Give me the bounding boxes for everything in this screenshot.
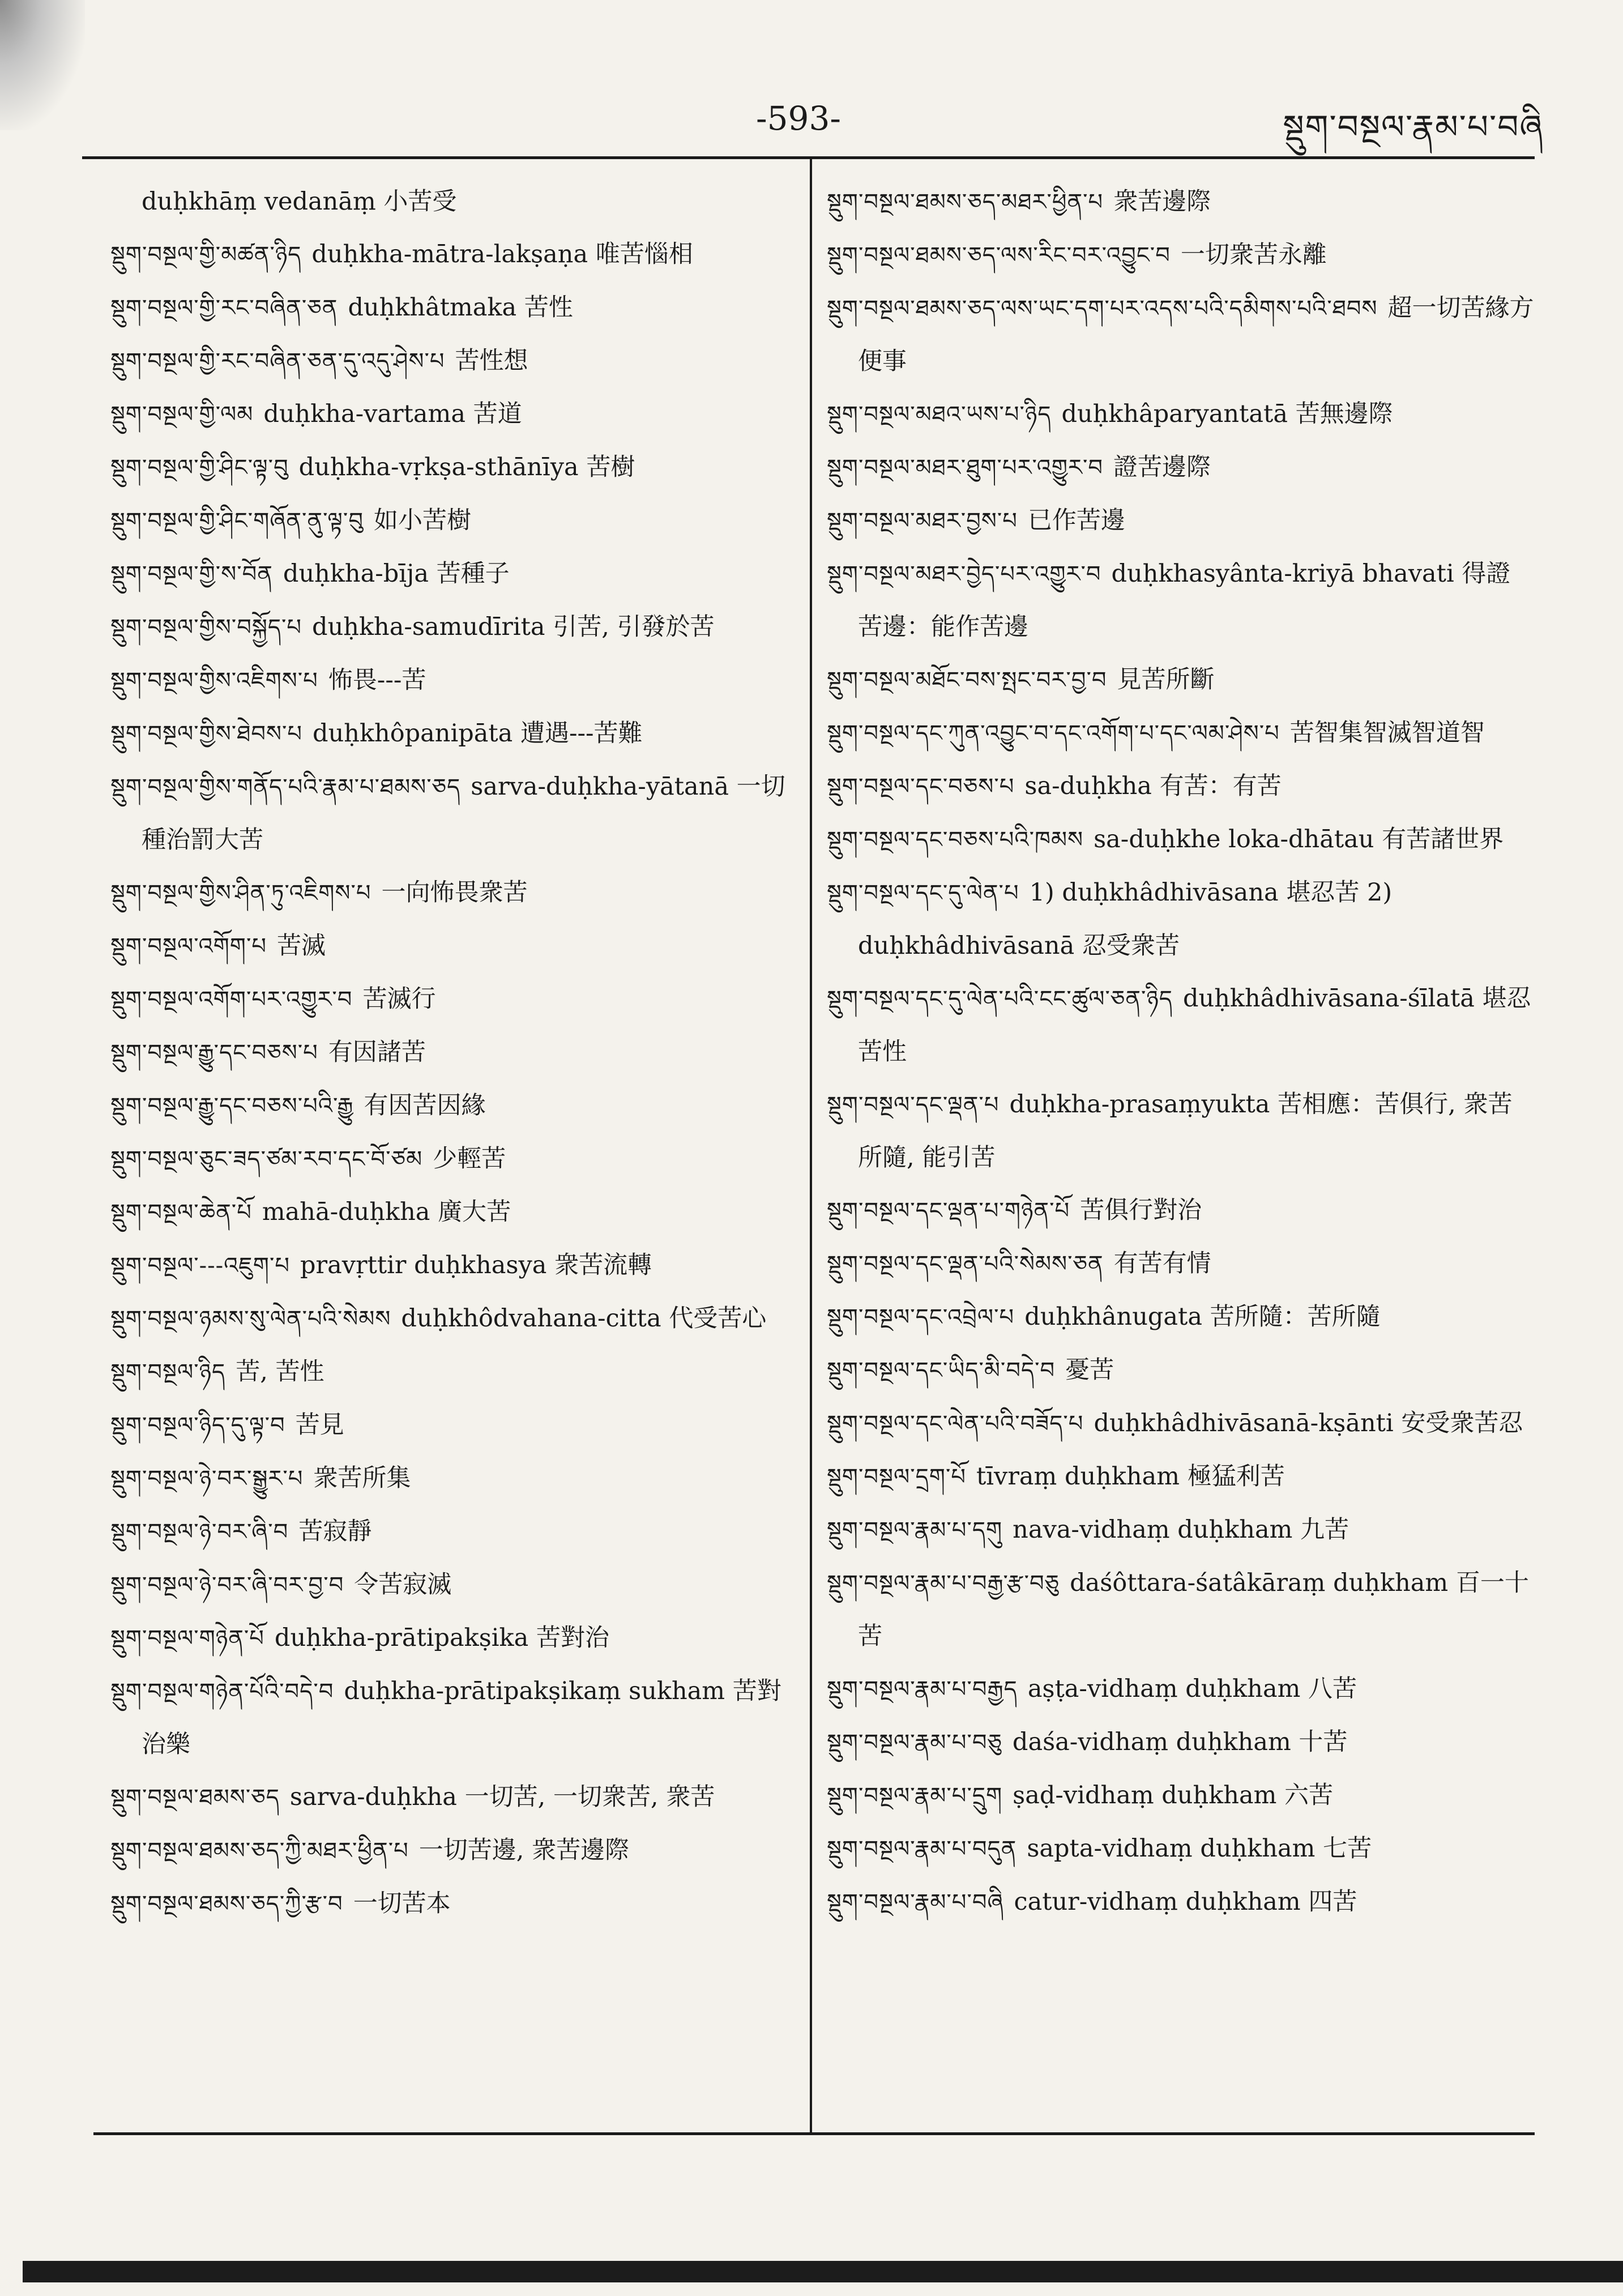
tibetan-headword: སྡུག་བསྔལ་ཉེ་བར་སྒྱུར་པ xyxy=(110,1466,304,1492)
entry-translation: catur-vidhaṃ duḥkham 四苦 xyxy=(1014,1888,1357,1916)
tibetan-headword: སྡུག་བསྔལ་མཐའ་ཡས་པ་ཉིད xyxy=(827,402,1052,428)
entry-translation: duḥkhâparyantatā 苦無邊際 xyxy=(1061,400,1393,428)
entry-translation: 一向怖畏衆苦 xyxy=(381,878,528,907)
dictionary-entry xyxy=(110,176,790,228)
scan-bottom-edge xyxy=(23,2261,1623,2282)
dictionary-entry xyxy=(827,1504,1535,1557)
entry-translation: duḥkha-prātipakṣikaṃ sukham 苦對治樂 xyxy=(142,1677,781,1759)
entry-translation: 苦, 苦性 xyxy=(236,1358,324,1386)
tibetan-headword: སྡུག་བསྔལ་གྱི་ཤིང་གཞོན་ནུ་ལྟ་བུ xyxy=(110,508,364,534)
dictionary-entry xyxy=(110,228,790,281)
dictionary-entry xyxy=(110,920,790,973)
dictionary-entry xyxy=(827,388,1535,441)
tibetan-headword: སྡུག་བསྔལ་གྱིས་ཤིན་ཏུ་འཇིགས་པ xyxy=(110,880,371,906)
tibetan-headword: སྡུག་བསྔལ་དང་ལྡན་པའི་སེམས་ཅན xyxy=(827,1251,1104,1277)
top-rule xyxy=(82,156,1535,159)
entry-translation: duḥkha-prātipakṣika 苦對治 xyxy=(274,1624,609,1652)
tibetan-headword: སྡུག་བསྔལ་གྱི་རང་བཞིན་ཅན xyxy=(110,295,338,321)
entry-translation: 如小苦樹 xyxy=(373,506,471,535)
entry-translation: ṣaḍ-vidhaṃ duḥkham 六苦 xyxy=(1013,1781,1334,1810)
entry-translation: 證苦邊際 xyxy=(1113,453,1211,481)
tibetan-headword: སྡུག་བསྔལ་ཐམས་ཅད་ལས་རིང་བར་འབྱུང་བ xyxy=(827,242,1171,268)
dictionary-entry xyxy=(110,1026,790,1079)
tibetan-headword: སྡུག་བསྔལ་གྱིས་ཐེབས་པ xyxy=(110,721,303,747)
entry-translation: duḥkhâdhivāsana-śīlatā 堪忍苦性 xyxy=(858,984,1531,1066)
tibetan-headword: སྡུག་བསྔལ་ཐམས་ཅད་ཀྱི་རྩ་བ xyxy=(110,1891,343,1917)
entry-translation: 衆苦邊際 xyxy=(1113,187,1211,216)
tibetan-headword: སྡུག་བསྔལ་ཅུང་ཟད་ཙམ་རབ་དང་བོ་ཙམ xyxy=(110,1146,423,1172)
tibetan-headword: སྡུག་བསྔལ་དང་བཅས་པ xyxy=(827,774,1015,800)
entry-translation: 怖畏---苦 xyxy=(328,666,426,694)
dictionary-entry xyxy=(110,1079,790,1133)
tibetan-headword: སྡུག་བསྔལ་གྱི་ཤིང་ལྟ་བུ xyxy=(110,455,289,481)
dictionary-entry xyxy=(110,388,790,441)
dictionary-entry xyxy=(110,1771,790,1824)
tibetan-headword: སྡུག་བསྔལ་གཉེན་པོ xyxy=(110,1625,264,1651)
entry-translation: aṣṭa-vidhaṃ duḥkham 八苦 xyxy=(1027,1675,1357,1703)
tibetan-headword: སྡུག་བསྔལ་རྣམ་པ་དགུ xyxy=(827,1517,1003,1543)
entry-translation: 少輕苦 xyxy=(433,1145,506,1173)
tibetan-headword: སྡུག་བསྔལ་ཉེ་བར་ཞི་བ xyxy=(110,1519,289,1545)
entry-translation: daśa-vidhaṃ duḥkham 十苦 xyxy=(1012,1728,1348,1756)
tibetan-headword: སྡུག་བསྔལ་གྱིས་གནོད་པའི་རྣམ་པ་ཐམས་ཅད xyxy=(110,774,461,800)
dictionary-entry xyxy=(827,494,1535,548)
tibetan-headword: སྡུག་བསྔལ་དང་བཅས་པའི་ཁམས xyxy=(827,827,1084,853)
entry-translation: sa-duḥkha 有苦：有苦 xyxy=(1024,772,1282,800)
entry-translation: duḥkhôdvahana-citta 代受苦心 xyxy=(401,1304,767,1333)
dictionary-entry xyxy=(110,867,790,920)
dictionary-entry xyxy=(110,761,790,867)
dictionary-entry xyxy=(827,282,1535,388)
tibetan-headword: སྡུག་བསྔལ་རྣམ་པ་བརྒྱད xyxy=(827,1676,1018,1702)
tibetan-headword: སྡུག་བསྔལ་མཐར་ཐུག་པར་འགྱུར་བ xyxy=(827,455,1103,481)
dictionary-entry xyxy=(827,1184,1535,1237)
entry-translation: pravṛttir duḥkhasya 衆苦流轉 xyxy=(300,1251,652,1279)
entry-translation: sapta-vidhaṃ duḥkham 七苦 xyxy=(1027,1834,1372,1863)
entry-translation: 衆苦所集 xyxy=(313,1464,411,1492)
entry-translation: duḥkhânugata 苦所隨：苦所隨 xyxy=(1024,1303,1381,1331)
tibetan-headword: སྡུག་བསྔལ་རྣམ་པ་བཅུ xyxy=(827,1730,1002,1756)
tibetan-headword: སྡུག་བསྔལ་གཉེན་པོའི་བདེ་བ xyxy=(110,1679,334,1705)
dictionary-entry xyxy=(110,707,790,761)
right-column xyxy=(827,176,1535,2124)
entry-translation: duḥkhasyânta-kriyā bhavati 得證苦邊：能作苦邊 xyxy=(858,560,1511,641)
tibetan-headword: སྡུག་བསྔལ་གྱིས་བསྐྱོད་པ xyxy=(110,614,302,641)
dictionary-entry xyxy=(110,548,790,601)
dictionary-entry xyxy=(110,601,790,654)
entry-translation: duḥkha-vartama 苦道 xyxy=(263,400,522,428)
entry-translation: sarva-duḥkha 一切苦, 一切衆苦, 衆苦 xyxy=(289,1783,715,1811)
entry-translation: 一切苦本 xyxy=(353,1889,451,1918)
tibetan-headword: སྡུག་བསྔལ་རྣམ་པ་དྲུག xyxy=(827,1783,1003,1809)
tibetan-headword: སྡུག་བསྔལ་རྣམ་པ་བདུན xyxy=(827,1836,1017,1862)
left-column xyxy=(110,176,790,2124)
dictionary-entry xyxy=(110,1346,790,1399)
tibetan-headword: སྡུག་བསྔལ་རྣམ་པ་བཞི xyxy=(827,1889,1004,1915)
entry-translation: 苦見 xyxy=(295,1411,344,1439)
tibetan-headword: སྡུག་བསྔལ་ཐམས་ཅད་ལས་ཡང་དག་པར་འདས་པའི་དམིགས་པའི་ཐབས xyxy=(827,296,1378,322)
dictionary-entry xyxy=(110,1399,790,1452)
dictionary-entry xyxy=(827,1716,1535,1769)
dictionary-entry xyxy=(110,1133,790,1186)
dictionary-entry xyxy=(827,548,1535,654)
dictionary-entry xyxy=(827,707,1535,760)
tibetan-headword: སྡུག་བསྔལ་དྲག་པོ xyxy=(827,1464,966,1490)
entry-translation: 苦滅行 xyxy=(362,985,436,1013)
dictionary-entry xyxy=(827,1450,1535,1504)
tibetan-headword: སྡུག་བསྔལ་གྱིས་འཇིགས་པ xyxy=(110,668,318,694)
dictionary-entry xyxy=(827,760,1535,813)
entry-translation: duḥkhâdhivāsanā-kṣānti 安受衆苦忍 xyxy=(1094,1409,1523,1437)
dictionary-entry xyxy=(110,1665,790,1771)
tibetan-headword: སྡུག་བསྔལ་དང་ལྡན་པ་གཉེན་པོ xyxy=(827,1198,1070,1224)
tibetan-headword: སྡུག་བསྔལ་དང་འབྲེལ་པ xyxy=(827,1304,1015,1330)
dictionary-entry xyxy=(110,1452,790,1505)
tibetan-headword: སྡུག་བསྔལ་དང་ཀུན་འབྱུང་བ་དང་འགོག་པ་དང་ལམ་ཤེས་པ xyxy=(827,720,1280,746)
dictionary-entry xyxy=(110,1612,790,1665)
tibetan-headword: སྡུག་བསྔལ་འགོག་པ xyxy=(110,933,267,959)
scan-corner-shadow xyxy=(0,0,85,130)
dictionary-entry xyxy=(110,1877,790,1931)
entry-translation: 有因苦因緣 xyxy=(364,1091,486,1120)
column-divider xyxy=(810,157,812,2133)
running-title: སྡུག་བསྔལ་རྣམ་པ་བཞི xyxy=(1283,108,1544,146)
entry-translation: 有因諸苦 xyxy=(328,1038,426,1066)
tibetan-headword: སྡུག་བསྔལ་ཐམས་ཅད་མཐར་ཕྱིན་པ xyxy=(827,189,1104,215)
tibetan-headword: སྡུག་བསྔལ་ཐམས་ཅད xyxy=(110,1785,280,1811)
tibetan-headword: སྡུག་བསྔལ་རྒྱུ་དང་བཅས་པ xyxy=(110,1040,318,1066)
dictionary-entry xyxy=(827,441,1535,494)
entry-translation: 苦智集智滅智道智 xyxy=(1289,719,1485,747)
entry-translation: 有苦有情 xyxy=(1113,1249,1211,1278)
entry-translation: duḥkha-vṛkṣa-sthānīya 苦樹 xyxy=(298,453,635,481)
tibetan-headword: སྡུག་བསྔལ་---འཇུག་པ xyxy=(110,1253,290,1279)
dictionary-entry xyxy=(827,1769,1535,1823)
entry-translation: duḥkhôpanipāta 遭遇---苦難 xyxy=(313,719,643,748)
entry-translation: 1) duḥkhâdhivāsana 堪忍苦 2) duḥkhâdhivāsanā 忍受衆苦 xyxy=(858,878,1393,960)
entry-translation: 一切苦邊, 衆苦邊際 xyxy=(418,1836,630,1864)
entry-translation: 已作苦邊 xyxy=(1027,506,1125,535)
tibetan-headword: སྡུག་བསྔལ་འགོག་པར་འགྱུར་བ xyxy=(110,987,353,1013)
tibetan-headword: སྡུག་བསྔལ་དང་དུ་ལེན་པ xyxy=(827,880,1019,906)
entry-translation: duḥkhâtmaka 苦性 xyxy=(348,293,573,322)
dictionary-entry xyxy=(110,1292,790,1346)
entry-translation: 憂苦 xyxy=(1065,1356,1114,1384)
dictionary-entry xyxy=(110,973,790,1026)
dictionary-entry xyxy=(827,1663,1535,1716)
entry-translation: 見苦所斷 xyxy=(1117,665,1215,694)
dictionary-entry xyxy=(110,1186,790,1239)
tibetan-headword: སྡུག་བསྔལ་དང་ལྡན་པ xyxy=(827,1092,1000,1118)
entry-translation: sarva-duḥkha-yātanā 一切種治罰大苦 xyxy=(142,773,785,854)
dictionary-entry xyxy=(827,972,1535,1078)
tibetan-headword: སྡུག་བསྔལ་དང་དུ་ལེན་པའི་ངང་ཚུལ་ཅན་ཉིད xyxy=(827,986,1173,1012)
dictionary-entry xyxy=(827,1344,1535,1397)
dictionary-entry xyxy=(827,1291,1535,1344)
dictionary-entry xyxy=(827,1823,1535,1876)
tibetan-headword: སྡུག་བསྔལ་དང་ཡིད་མི་བདེ་བ xyxy=(827,1358,1056,1384)
tibetan-headword: སྡུག་བསྔལ་རྒྱུ་དང་བཅས་པའི་རྒྱུ xyxy=(110,1093,354,1119)
dictionary-entry xyxy=(827,654,1535,707)
tibetan-headword: སྡུག་བསྔལ་དང་ལེན་པའི་བཟོད་པ xyxy=(827,1411,1084,1437)
entry-translation: duḥkha-prasaṃyukta 苦相應：苦俱行, 衆苦所隨, 能引苦 xyxy=(858,1090,1513,1172)
entry-translation: mahā-duḥkha 廣大苦 xyxy=(262,1198,511,1226)
dictionary-entry xyxy=(110,1559,790,1612)
tibetan-headword: སྡུག་བསྔལ་མཐར་བྱེད་པར་འགྱུར་བ xyxy=(827,561,1101,587)
dictionary-entry xyxy=(110,335,790,388)
dictionary-entry xyxy=(110,1824,790,1877)
tibetan-headword: སྡུག་བསྔལ་གྱི་ལམ xyxy=(110,402,254,428)
tibetan-headword: སྡུག་བསྔལ་ཉིད་དུ་ལྟ་བ xyxy=(110,1412,285,1439)
tibetan-headword: སྡུག་བསྔལ་མཐར་བྱས་པ xyxy=(827,508,1018,534)
tibetan-headword: སྡུག་བསྔལ་གྱི་ས་བོན xyxy=(110,561,273,587)
tibetan-headword: སྡུག་བསྔལ་ཉམས་སུ་ལེན་པའི་སེམས xyxy=(110,1306,391,1332)
tibetan-headword: སྡུག་བསྔལ་རྣམ་པ་བརྒྱ་རྩ་བཅུ xyxy=(827,1571,1060,1597)
entry-translation: 一切衆苦永離 xyxy=(1180,241,1327,269)
tibetan-headword: སྡུག་བསྔལ་ཉེ་བར་ཞི་བར་བྱ་བ xyxy=(110,1572,344,1598)
dictionary-entry xyxy=(827,229,1535,282)
entry-translation: 苦性想 xyxy=(455,347,528,375)
tibetan-headword: སྡུག་བསྔལ་གྱི་རང་བཞིན་ཅན་དུ་འདུ་ཤེས་པ xyxy=(110,348,445,374)
entry-translation: sa-duḥkhe loka-dhātau 有苦諸世界 xyxy=(1094,825,1504,853)
dictionary-entry xyxy=(827,1557,1535,1663)
dictionary-entry xyxy=(827,1876,1535,1929)
dictionary-entry xyxy=(827,1237,1535,1291)
dictionary-entry xyxy=(110,441,790,494)
dictionary-entry xyxy=(110,281,790,335)
entry-translation: duḥkha-bīja 苦種子 xyxy=(283,560,510,588)
entry-translation: duḥkha-mātra-lakṣaṇa 唯苦惱相 xyxy=(311,240,693,268)
entry-translation: daśôttara-śatâkāraṃ duḥkham 百一十苦 xyxy=(858,1569,1529,1650)
dictionary-entry xyxy=(110,654,790,707)
entry-translation: 苦滅 xyxy=(277,932,326,960)
dictionary-entry xyxy=(827,813,1535,867)
tibetan-headword: སྡུག་བསྔལ་མཐོང་བས་སྤང་བར་བྱ་བ xyxy=(827,667,1107,693)
tibetan-headword: སྡུག་བསྔལ་ཉིད xyxy=(110,1359,226,1385)
dictionary-entry xyxy=(827,1397,1535,1450)
dictionary-entry xyxy=(827,176,1535,229)
entry-translation: tīvraṃ duḥkham 極猛利苦 xyxy=(976,1462,1285,1491)
bottom-rule xyxy=(93,2132,1535,2135)
entry-translation: 超一切苦緣方便事 xyxy=(858,294,1534,375)
tibetan-headword: སྡུག་བསྔལ་ཆེན་པོ xyxy=(110,1200,252,1226)
entry-translation: duḥkha-samudīrita 引苦, 引發於苦 xyxy=(312,613,715,641)
tibetan-headword: སྡུག་བསྔལ་ཐམས་ཅད་ཀྱི་མཐར་ཕྱིན་པ xyxy=(110,1838,409,1864)
dictionary-entry xyxy=(827,867,1535,972)
entry-translation: duḥkhāṃ vedanāṃ 小苦受 xyxy=(142,187,457,216)
dictionary-entry xyxy=(110,494,790,548)
dictionary-entry xyxy=(110,1239,790,1292)
entry-translation: nava-vidhaṃ duḥkham 九苦 xyxy=(1013,1516,1349,1544)
entry-translation: 令苦寂滅 xyxy=(354,1571,452,1599)
page-number: -593- xyxy=(756,99,841,138)
entry-translation: 苦寂靜 xyxy=(298,1517,372,1546)
dictionary-entry xyxy=(110,1505,790,1559)
dictionary-entry xyxy=(827,1078,1535,1184)
entry-translation: 苦俱行對治 xyxy=(1080,1196,1202,1224)
tibetan-headword: སྡུག་བསྔལ་གྱི་མཚན་ཉིད xyxy=(110,242,302,268)
